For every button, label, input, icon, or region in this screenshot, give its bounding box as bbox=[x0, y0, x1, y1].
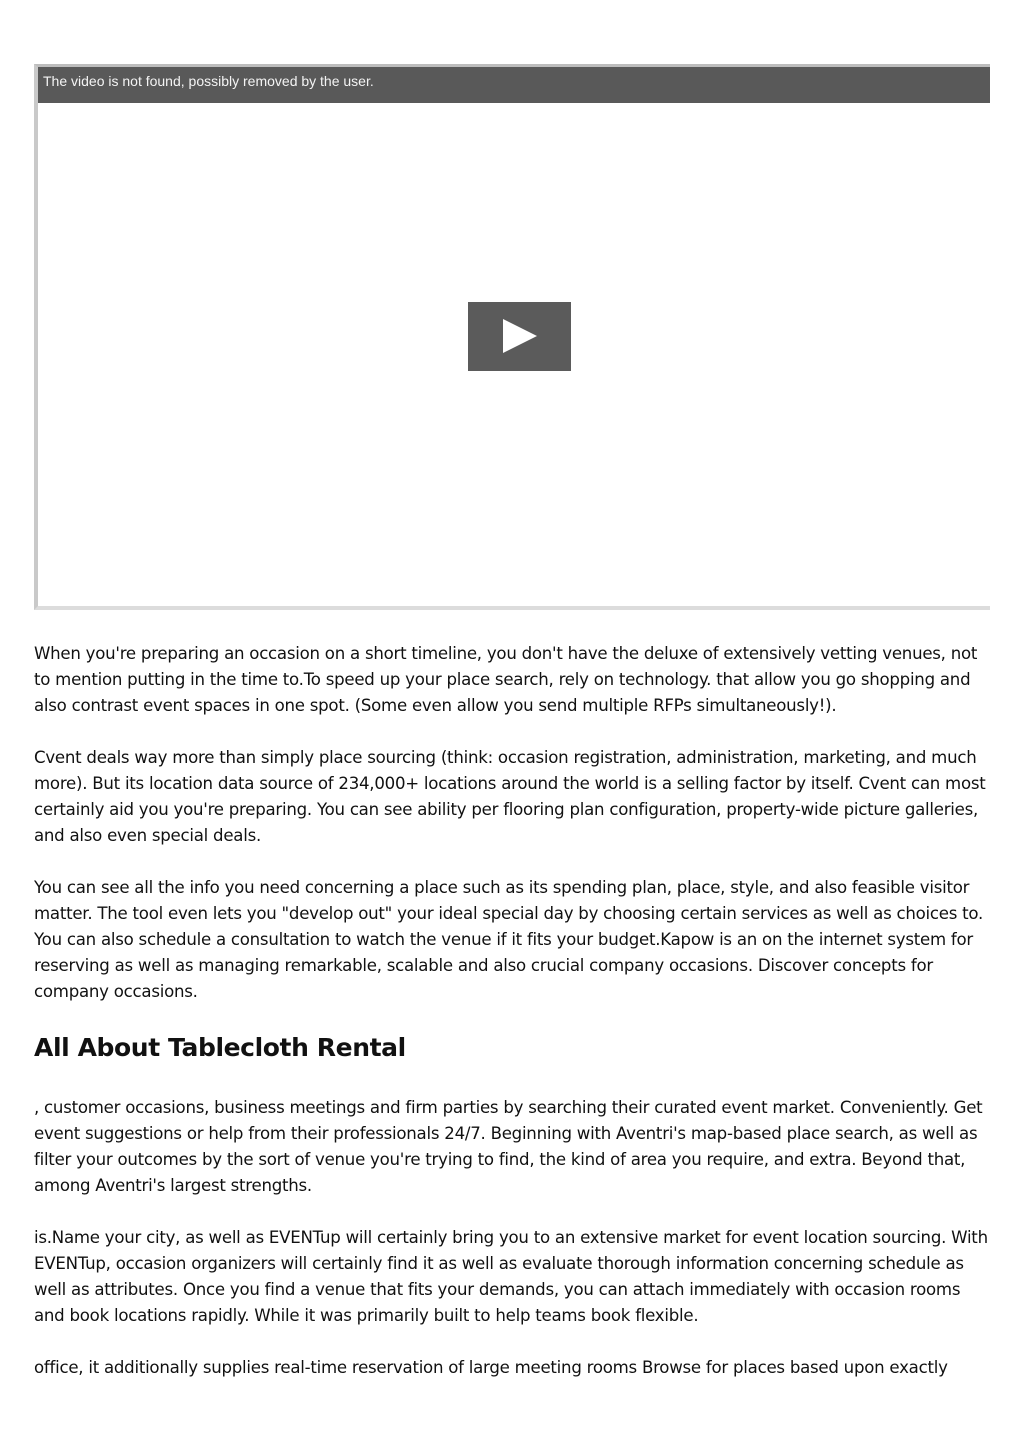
paragraph: office, it additionally supplies real-time reservation of large meeting rooms Browse for places based upon exactly bbox=[34, 1358, 948, 1377]
paragraph: Cvent deals way more than simply place sourcing (think: occasion registration, administration, marketing, and much more). But its location data source of 234,000+ locations around the world is a selling factor by itself. Cvent can most certainly aid you you're preparing. You can see ability per flooring plan configuration, property-wide picture galleries, and also even special deals. bbox=[34, 748, 986, 845]
paragraph: When you're preparing an occasion on a short timeline, you don't have the deluxe of extensively vetting venues, not to mention putting in the time to.To speed up your place search, rely on technology. that allow you go shopping and also contrast event spaces in one spot. (Some even allow you send multiple RFPs simultaneously!). bbox=[34, 644, 978, 715]
play-triangle-icon bbox=[503, 319, 537, 353]
play-button[interactable] bbox=[468, 302, 571, 371]
video-error-message: The video is not found, possibly removed by the user. bbox=[38, 67, 990, 103]
article-body bbox=[34, 641, 990, 1407]
paragraph: is.Name your city, as well as EVENTup will certainly bring you to an extensive market for event location sourcing. With EVENTup, occasion organizers will certainly find it as well as evaluate thorough information concerning schedule as well as attributes. Once you find a venue that fits your demands, you can attach immediately with occasion rooms and book locations rapidly. While it was primarily built to help teams book flexible. bbox=[34, 1228, 988, 1325]
paragraph: , customer occasions, business meetings and firm parties by searching their curated event market. Conveniently. Get event suggestions or help from their professionals 24/7. Beginning with Aventri's map-based place search, as well as filter your outcomes by the sort of venue you're trying to find, the kind of area you require, and extra. Beyond that, among Aventri's largest strengths. bbox=[34, 1098, 983, 1195]
section-heading: All About Tablecloth Rental bbox=[34, 1033, 406, 1062]
video-embed[interactable] bbox=[34, 64, 990, 610]
paragraph: You can see all the info you need concerning a place such as its spending plan, place, style, and also feasible visitor matter. The tool even lets you "develop out" your ideal special day by choosing certain services as well as choices to. You can also schedule a consultation to watch the venue if it fits your budget.Kapow is an on the internet system for reserving as well as managing remarkable, scalable and also crucial company occasions. Discover concepts for company occasions. bbox=[34, 878, 984, 1001]
